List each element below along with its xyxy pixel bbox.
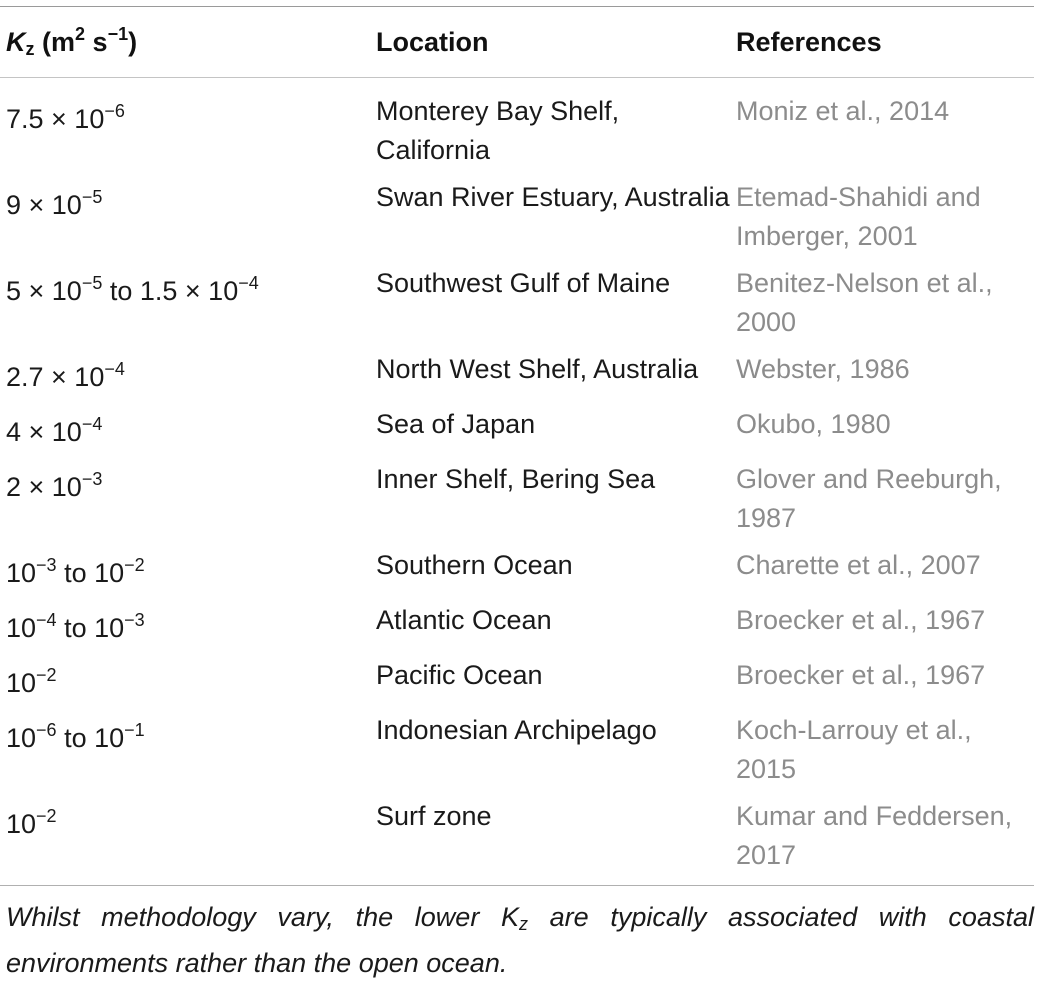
reference-cell: Broecker et al., 1967 [736,660,986,690]
location-cell: Inner Shelf, Bering Sea [376,464,656,494]
location-cell: Swan River Estuary, Australia [376,182,730,212]
location-cell: North West Shelf, Australia [376,354,699,384]
table-row [0,797,1034,883]
reference-cell: Charette et al., 2007 [736,550,981,580]
reference-cell: Glover and Reeburgh, 1987 [736,464,1002,533]
header-kz: $K_z$ ($m^2$ $s^{-1}$) [6,24,138,59]
kz-value: $10^{-3}$ to $10^{-2}$ [6,555,145,588]
kz-value: $7.5 \times 10^{-6}$ [6,101,125,134]
table-row [0,601,1034,656]
kz-value: $10^{-2}$ [6,665,57,698]
table-row [0,178,1034,264]
table-row [0,405,1034,460]
location-cell: Surf zone [376,801,492,831]
location-cell: Sea of Japan [376,409,536,439]
reference-cell: Webster, 1986 [736,354,910,384]
table-row [0,711,1034,797]
header-references: References [736,26,882,57]
table-row [0,546,1034,601]
reference-cell: Broecker et al., 1967 [736,605,986,635]
table-row [0,350,1034,405]
kz-value: $5 \times 10^{-5}$ to $1.5 \times 10^{-4}$ [6,273,259,306]
kz-value: $9 \times 10^{-5}$ [6,187,103,220]
reference-cell: Etemad-Shahidi and Imberger, 2001 [736,182,981,251]
reference-cell: Koch-Larrouy et al., 2015 [736,715,972,784]
table-row [0,264,1034,350]
kz-value: $2.7 \times 10^{-4}$ [6,359,125,392]
kz-value: $10^{-6}$ to $10^{-1}$ [6,720,145,753]
table-row [0,656,1034,711]
location-cell: Monterey Bay Shelf, California [376,96,620,165]
header-row [0,7,1034,77]
table-row [0,78,1034,178]
kz-table [0,7,1034,77]
location-cell: Pacific Ocean [376,660,543,690]
table-row [0,460,1034,546]
location-cell: Indonesian Archipelago [376,715,657,745]
location-cell: Southwest Gulf of Maine [376,268,671,298]
header-location: Location [376,26,489,57]
kz-value: $10^{-2}$ [6,806,57,839]
location-cell: Southern Ocean [376,550,573,580]
kz-value: $2 \times 10^{-3}$ [6,469,103,502]
table-container [0,6,1034,983]
kz-table-body [0,78,1034,883]
reference-cell: Okubo, 1980 [736,409,891,439]
kz-value: $4 \times 10^{-4}$ [6,414,103,447]
reference-cell: Moniz et al., 2014 [736,96,950,126]
table-footnote: Whilst methodology vary, the lower $K_z$ are typically associated with coastal environments rather than the open ocean. [6,902,1034,978]
kz-value: $10^{-4}$ to $10^{-3}$ [6,610,145,643]
reference-cell: Benitez-Nelson et al., 2000 [736,268,993,337]
location-cell: Atlantic Ocean [376,605,552,635]
reference-cell: Kumar and Feddersen, 2017 [736,801,1013,870]
